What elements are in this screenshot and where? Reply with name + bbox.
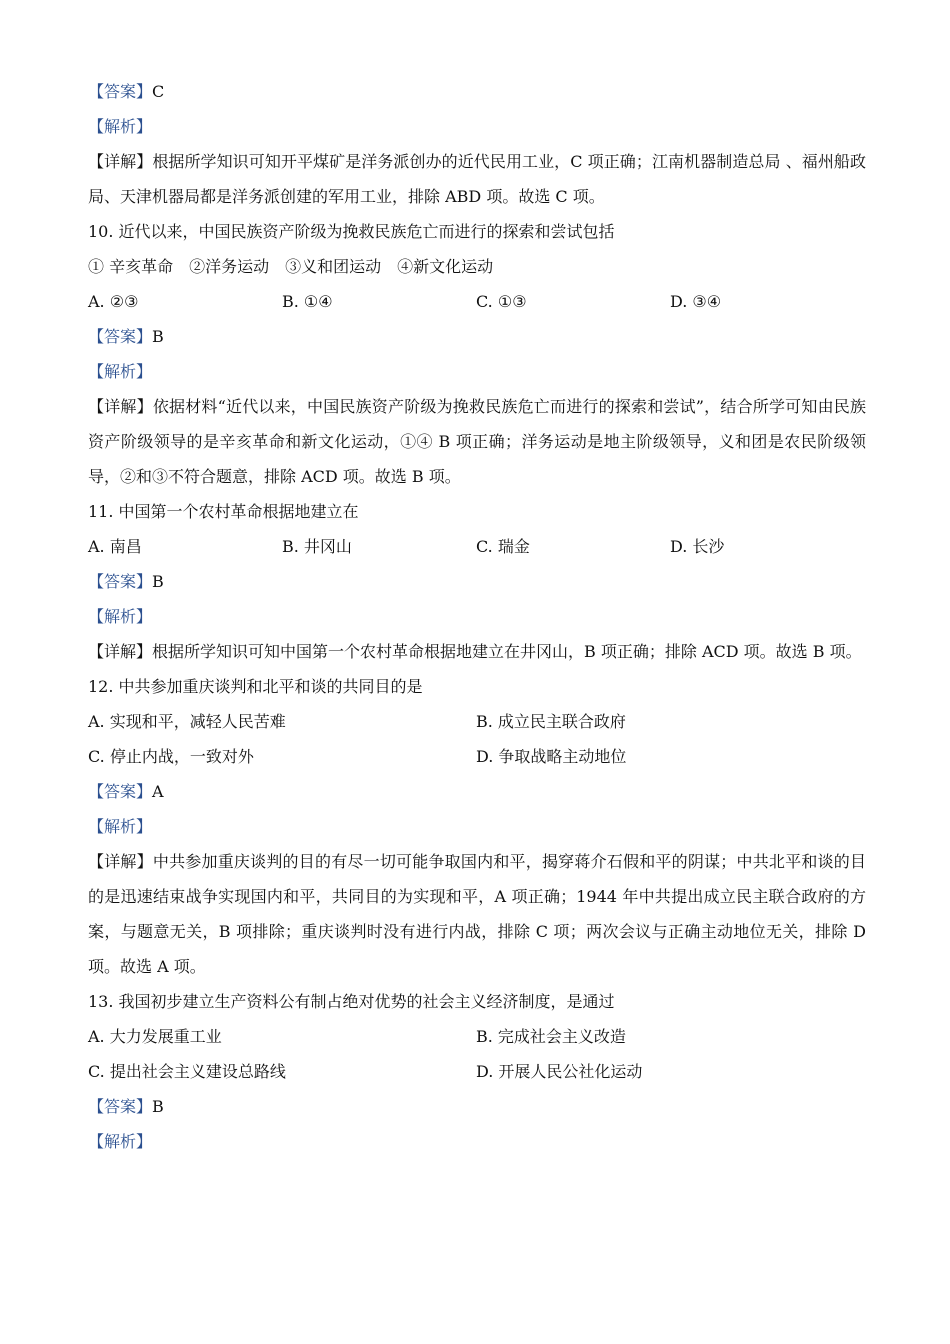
- option-c: C. 停止内战，一致对外: [88, 747, 254, 766]
- answer-value: B: [152, 572, 164, 591]
- analysis-line-q12: [88, 809, 866, 844]
- answer-tag: 【答案】: [88, 82, 153, 101]
- analysis-tag: 【解析】: [88, 817, 153, 836]
- detail-text: 根据所学知识可知开平煤矿是洋务派创办的近代民用工业，C 项正确；江南机器制造总局 、福州船政局、天津机器局都是洋务派创建的军用工业，排除 ABD 项。故选 C 项。: [88, 152, 866, 206]
- analysis-tag: 【解析】: [88, 362, 153, 381]
- answer-tag: 【答案】: [88, 572, 153, 591]
- analysis-line-q9: [88, 109, 866, 144]
- analysis-tag: 【解析】: [88, 607, 153, 626]
- analysis-line-q10: [88, 354, 866, 389]
- options-q12-row1: [88, 704, 866, 739]
- option-a: A. 大力发展重工业: [88, 1027, 222, 1046]
- detail-tag: 【详解】: [88, 642, 153, 661]
- detail-tag: 【详解】: [88, 152, 153, 171]
- answer-tag: 【答案】: [88, 1097, 153, 1116]
- answer-tag: 【答案】: [88, 327, 153, 346]
- answer-value: A: [152, 782, 164, 801]
- options-q11: [88, 529, 866, 564]
- option-a: A. ②③: [88, 292, 139, 311]
- analysis-tag: 【解析】: [88, 117, 153, 136]
- option-c: C. 提出社会主义建设总路线: [88, 1062, 286, 1081]
- option-d: D. 开展人民公社化运动: [476, 1062, 643, 1081]
- answer-line-q10: [88, 319, 866, 354]
- answer-line-q11: [88, 564, 866, 599]
- option-d: D. ③④: [670, 292, 722, 311]
- option-b: B. ①④: [282, 292, 333, 311]
- question-items-q10: ① 辛亥革命 ②洋务运动 ③义和团运动 ④新文化运动: [88, 257, 494, 276]
- question-stem-q10: 10. 近代以来，中国民族资产阶级为挽救民族危亡而进行的探索和尝试包括: [88, 222, 615, 241]
- answer-value: C: [152, 82, 165, 101]
- detail-paragraph-q10: [88, 389, 866, 494]
- answer-line-q9: [88, 74, 866, 109]
- answer-tag: 【答案】: [88, 782, 153, 801]
- answer-line-q12: [88, 774, 866, 809]
- answer-value: B: [152, 1097, 164, 1116]
- option-d: D. 争取战略主动地位: [476, 747, 627, 766]
- options-q10: [88, 284, 866, 319]
- option-c: C. 瑞金: [476, 537, 530, 556]
- answer-line-q13: [88, 1089, 866, 1124]
- options-q12-row2: [88, 739, 866, 774]
- question-stem-q13: 13. 我国初步建立生产资料公有制占绝对优势的社会主义经济制度，是通过: [88, 992, 615, 1011]
- option-b: B. 成立民主联合政府: [476, 712, 626, 731]
- detail-text: 依据材料“近代以来，中国民族资产阶级为挽救民族危亡而进行的探索和尝试”，结合所学可知由民族资产阶级领导的是辛亥革命和新文化运动，①④ B 项正确；洋务运动是地主阶级领导，义和团是农民阶级领导，②和③不符合题意，排除 ACD 项。故选 B 项。: [88, 397, 866, 486]
- page-content: [88, 74, 866, 1159]
- analysis-tag: 【解析】: [88, 1132, 153, 1151]
- detail-text: 根据所学知识可知中国第一个农村革命根据地建立在井冈山，B 项正确；排除 ACD 项。故选 B 项。: [152, 642, 862, 661]
- detail-tag: 【详解】: [88, 852, 153, 871]
- detail-paragraph-q9: [88, 144, 866, 214]
- question-stem-q11: 11. 中国第一个农村革命根据地建立在: [88, 502, 359, 521]
- detail-paragraph-q11: [88, 634, 866, 669]
- options-q13-row2: [88, 1054, 866, 1089]
- option-c: C. ①③: [476, 292, 527, 311]
- option-b: B. 井冈山: [282, 537, 352, 556]
- option-a: A. 实现和平，减轻人民苦难: [88, 712, 286, 731]
- question-stem-q12: 12. 中共参加重庆谈判和北平和谈的共同目的是: [88, 677, 423, 696]
- analysis-line-q13: [88, 1124, 866, 1159]
- detail-paragraph-q12: [88, 844, 866, 984]
- analysis-line-q11: [88, 599, 866, 634]
- option-a: A. 南昌: [88, 537, 142, 556]
- detail-text: 中共参加重庆谈判的目的有尽一切可能争取国内和平，揭穿蒋介石假和平的阴谋；中共北平和谈的目的是迅速结束战争实现国内和平，共同目的为实现和平，A 项正确；1944 年中共提出成立民主联合政府的方案，与题意无关，B 项排除；重庆谈判时没有进行内战，排除 C 项；两次会议与正确主动地位无关，排除 D 项。故选 A 项。: [88, 852, 866, 976]
- options-q13-row1: [88, 1019, 866, 1054]
- option-b: B. 完成社会主义改造: [476, 1027, 626, 1046]
- detail-tag: 【详解】: [88, 397, 153, 416]
- option-d: D. 长沙: [670, 537, 725, 556]
- answer-value: B: [152, 327, 164, 346]
